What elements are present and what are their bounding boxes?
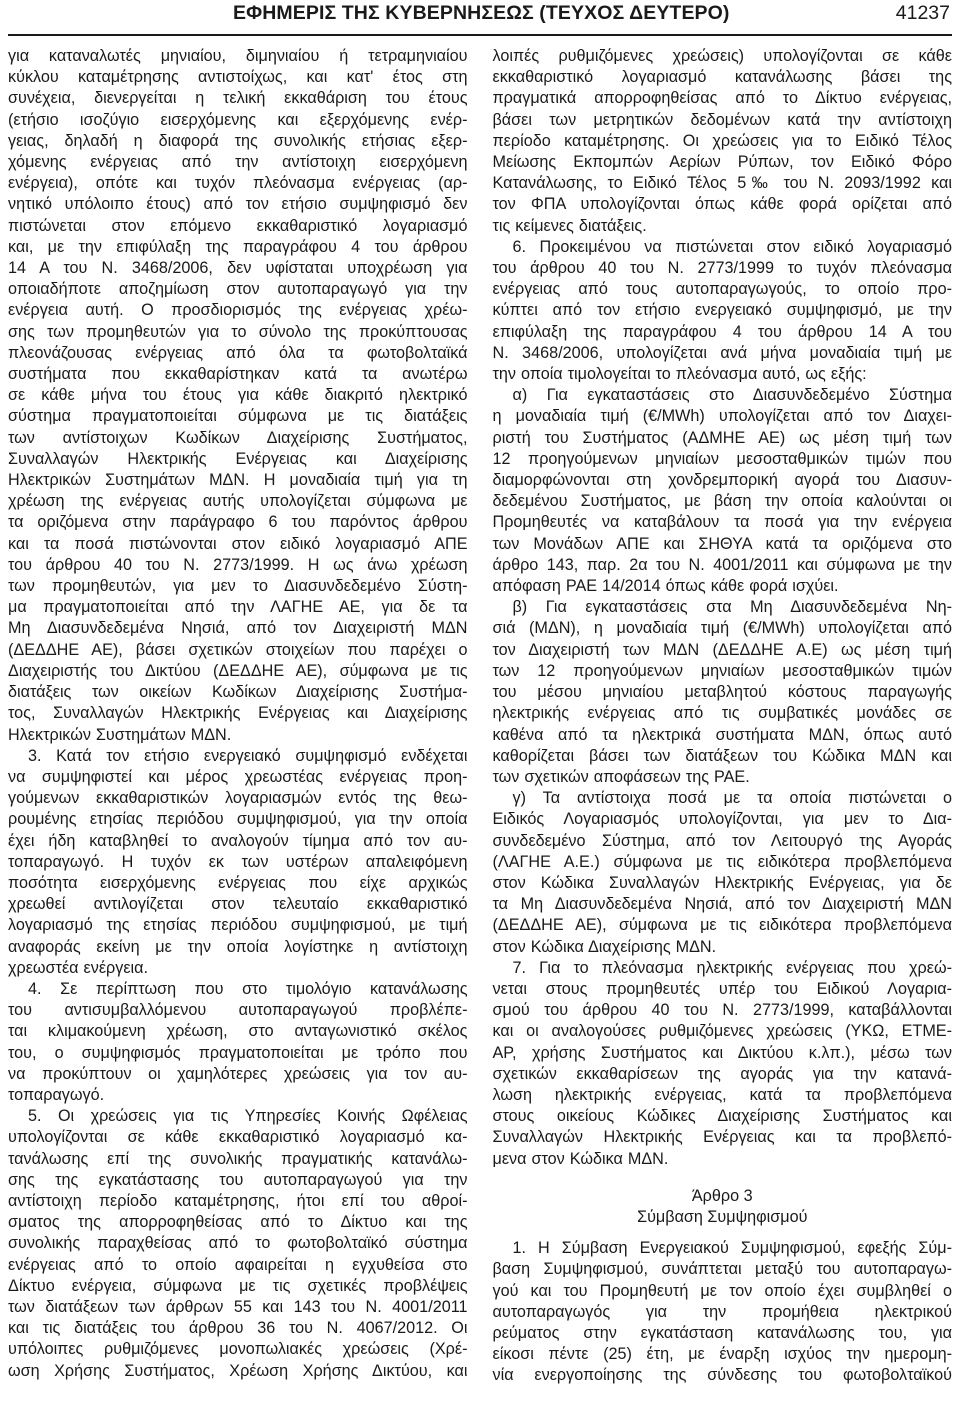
text-line: συνδεδεμένο Σύστημα, από τον Λειτουργό της Αγοράς [492, 831, 952, 850]
text-line: χρεωθεί αντιλογίζεται στον τελευταίο εκκαθαριστικό [8, 895, 468, 914]
text-line: εκκαθαριστικό λογαριασμό κατανάλωσης βάσει της [492, 68, 952, 87]
text-line: τον Διαχειριστή των ΜΔΝ (ΔΕΔΔΗΕ Α.Ε) ως μέση τιμή [492, 640, 952, 659]
article-subtitle: Σύμβαση Συμψηφισμού [637, 1207, 808, 1226]
paragraph-left-3 [8, 979, 468, 1106]
text-line: (ΛΑΓΗΕ Α.Ε.) σύμφωνα με τις ειδικότερα προβλεπόμενα [492, 852, 952, 871]
text-line: γ) Τα αντίστοιχα ποσά με τα οποία πιστώνεται ο [512, 789, 952, 808]
text-line: αναφοράς εκείνη με την οποία λογίστηκε η αντίστοιχη [8, 937, 468, 956]
text-line: βάσει των μετρητικών δεδομένων κατά την αντίστοιχη [492, 110, 952, 129]
text-line: λοιπές ρυθμιζόμενες χρεώσεις) υπολογίζονται σε κάθε [492, 47, 952, 65]
text-line: τοπαραγωγό. [8, 1085, 105, 1104]
text-line: 12 προηγούμενων μηνιαίων μεσοσταθμικών τιμών που [492, 449, 952, 468]
text-line: Συναλλαγών Ηλεκτρικής Ενέργειας και τα προβλεπό- [492, 1128, 952, 1147]
text-line: β) Για εγκαταστάσεις στα Μη Διασυνδεδεμένα Νη- [512, 598, 952, 617]
text-line: 1. Η Σύμβαση Ενεργειακού Συμψηφισμού, εφεξής Σύμ- [512, 1239, 952, 1258]
text-line: Ν. 3468/2006, υπολογίζεται ανά μήνα μοναδιαία τιμή με [492, 343, 952, 362]
page-number: 41237 [895, 2, 950, 24]
text-line: του αντισυμβαλλόμενου αυτοπαραγωγού προβλέπε- [8, 1001, 468, 1020]
text-line: κύπτει από τον ετήσιο ενεργειακό συμψηφισμό, με την [492, 301, 952, 320]
text-line: κύκλου καταμέτρησης αντιστοίχως, και κατ' έτος στη [8, 68, 468, 87]
text-line: σης της εγκατάστασης του αυτοπαραγωγού για την [8, 1170, 468, 1189]
text-line: και τις διατάξεις του άρθρου 36 του Ν. 4067/2012. Οι [8, 1319, 468, 1338]
text-line: υπόλοιπες ρυθμιζόμενες μονοπωλιακές χρεώσεις (Χρέ- [8, 1340, 468, 1359]
text-line: βαση Συμψηφισμού, συνάπτεται μεταξύ του αυτοπαραγω- [492, 1260, 952, 1279]
section-spacer [493, 1170, 953, 1178]
text-line: να προκύπτουν οι χαμηλότερες χρεώσεις για τον αυ- [8, 1064, 468, 1083]
text-line: έχει ήδη καταβληθεί το αναλογούν τίμημα από τον αυ- [8, 831, 468, 850]
text-line: σης των προμηθευτών για το σύνολο της προκύπτουσας [8, 322, 468, 341]
text-line: (ΔΕΔΔΗΕ ΑΕ), σύμφωνα με τις ειδικότερα προβλεπόμενα [492, 916, 952, 935]
text-line: Μείωσης Εκπομπών Αερίων Ρύπων, τον Ειδικό Φόρο [492, 153, 952, 172]
text-line: σιά (ΜΔΝ), η μοναδιαία τιμή (€/MWh) υπολογίζεται από [492, 619, 952, 638]
text-line: ενέργειας από τους αυτοπαραγωγούς, το οποίο προ- [492, 280, 952, 299]
text-line: τοπαραγωγό. Η τυχόν εκ των υστέρων απαλειφόμενη [8, 852, 468, 871]
text-columns [8, 46, 952, 1387]
text-line: ωση Χρήσης Συστήματος, Χρέωση Χρήσης Δικτύου, και [8, 1361, 468, 1380]
text-line: καθένα από τα ηλεκτρικά συστήματα ΜΔΝ, όπως αυτό [492, 725, 952, 744]
text-line: ρουμένης ετησίας περιόδου συμψηφισμού, για την οποία [8, 810, 468, 829]
text-line: χόμενης ενέργειας από την αντίστοιχη εισερχόμενη [8, 153, 468, 172]
text-line: τα οριζόμενα στην παράγραφο 6 του παρόντος άρθρου [8, 513, 468, 532]
text-line: μενα στον Κώδικα ΜΔΝ. [492, 1149, 669, 1168]
text-line: σύστημα πραγματοποιείται σύμφωνα με τις διατάξεις [8, 407, 468, 426]
text-line: πλεονάζουσας ενέργειας από όλα τα φωτοβολταϊκά [8, 343, 468, 362]
text-line: 7. Για το πλεόνασμα ηλεκτρικής ενέργειας που χρεώ- [512, 958, 952, 977]
text-line: σμού του άρθρου 40 του Ν. 2773/1999, καταβάλλονται [492, 1001, 952, 1020]
text-line: λογαριασμό της ετησίας περιόδου συμψηφισμού, με τιμή [8, 916, 468, 935]
gazette-title: ΕΦΗΜΕΡΙΣ ΤΗΣ ΚΥΒΕΡΝΗΣΕΩΣ (ΤΕΥΧΟΣ ΔΕΥΤΕΡΟ) [233, 2, 730, 24]
text-line: τα Μη Διασυνδεδεμένα Νησιά, από τον Διαχειριστή ΜΔΝ [492, 895, 952, 914]
text-line: πραγματικά απορροφηθείσας από το Δίκτυο ενέργειας, [492, 89, 952, 108]
text-line: να συμψηφιστεί και μέρος χρεωστέας ενέργειας προη- [8, 767, 468, 786]
text-line: (ΔΕΔΔΗΕ ΑΕ), βάσει σχετικών στοιχείων που παρέχει ο [8, 640, 468, 659]
left-column [8, 46, 468, 1387]
text-line: α) Για εγκαταστάσεις στο Διασυνδεδεμένο Σύστημα [512, 386, 952, 405]
text-line: στον Κώδικα Συναλλαγών Ηλεκτρικής Ενέργειας, για δε [492, 873, 952, 892]
text-line: χρέωση της ενέργειας αυτής υπολογίζεται σύμφωνα με [8, 492, 468, 511]
paragraph-left-2 [8, 746, 468, 979]
text-line: του άρθρου 40 του Ν. 2773/1999 το τυχόν πλεόνασμα [492, 259, 952, 278]
text-line: ποσότητα εισερχόμενης ενέργειας που είχε αρχικώς [8, 873, 468, 892]
text-line: Μη Διασυνδεδεμένα Νησιά, από τον Διαχειριστή ΜΔΝ [8, 619, 468, 638]
text-line: τος, Συναλλαγών Ηλεκτρικής Ενέργειας και Διαχείρισης [8, 704, 468, 723]
paragraph-right-7 [493, 1238, 953, 1386]
text-line: συστήματα που εκκαθαρίστηκαν κατά τα ανωτέρω [8, 365, 468, 384]
text-line: σε κάθε μήνα του έτους για κάθε διακριτό ηλεκτρικό [8, 386, 468, 405]
text-line: των προμηθευτών, για μεν το Διασυνδεδεμένο Σύστη- [8, 577, 468, 596]
text-line: διαμορφώνονται στη χονδρεμπορική αγορά του Διασυν- [492, 471, 952, 490]
text-line: λωση ηλεκτρικής ενέργειας, κατά τα προβλεπόμενα [492, 1085, 952, 1104]
paragraph-left-4 [8, 1106, 468, 1382]
text-line: 6. Προκειμένου να πιστώνεται στον ειδικό λογαριασμό [512, 237, 952, 256]
text-line: (ετήσιο ισοζύγιο εισερχόμενης και εξερχόμενης ενέρ- [8, 110, 468, 129]
text-line: τον ΦΠΑ υπολογίζονται όπως κάθε φορά ορίζεται από [492, 195, 952, 214]
text-line: στους οικείους Κώδικες Διαχείρισης Συστήματος και [492, 1107, 952, 1126]
text-line: για καταναλωτές μηνιαίου, διμηνιαίου ή τετραμηνιαίου [8, 47, 468, 65]
paragraph-right-5 [493, 788, 953, 958]
text-line: 4. Σε περίπτωση που στο τιμολόγιο κατανάλωσης [28, 979, 468, 998]
text-line: οποιαδήποτε αποζημίωση στον αυτοπαραγωγό για την [8, 280, 468, 299]
text-line: Προμηθευτές να καταβάλουν τα ποσά για την ενέργεια [492, 513, 952, 532]
text-line: διατάξεις των οικείων Κωδίκων Διαχείρισης Συστήμα- [8, 683, 468, 702]
text-line: ηλεκτρικής ενέργειας από τις συμβατικές μονάδες σε [492, 704, 952, 723]
text-line: ριστή του Συστήματος (ΑΔΜΗΕ ΑΕ) ως μέση τιμή των [492, 428, 952, 447]
text-line: καθορίζεται βάσει των διατάξεων του Κώδικα ΜΔΝ και [492, 746, 952, 765]
text-line: είκοσι πέντε (25) έτη, με έναρξη ισχύος την ημερομη- [492, 1345, 952, 1364]
paragraph-right-2 [493, 237, 953, 385]
text-line: άρθρο 143, παρ. 2α του Ν. 4001/2011 και σύμφωνα με την [492, 555, 952, 574]
text-line: και οι αναλογούσες ρυθμιζόμενες χρεώσεις (ΥΚΩ, ΕΤΜΕ- [492, 1022, 952, 1041]
right-column [493, 46, 953, 1387]
paragraph-right-3 [493, 385, 953, 597]
text-line: γειας, δηλαδή η διαφορά της συνολικής ετήσιας εξερ- [8, 131, 468, 150]
text-line: του, ο συμψηφισμός πραγματοποιείται με τρόπο που [8, 1043, 468, 1062]
text-line: γού και του Προμηθευτή με τον οποίο έχει συμβληθεί ο [492, 1281, 952, 1300]
text-line: υπολογίζονται σε κάθε εκκαθαριστικό λογαριασμό κα- [8, 1128, 468, 1147]
text-line: 14 Α του Ν. 3468/2006, δεν υφίσταται υποχρέωση για [8, 259, 468, 278]
text-line: Ειδικός Λογαριασμός υπολογίζονται, για μεν το Δια- [492, 810, 952, 829]
text-line: πιστώνεται στον επόμενο εκκαθαριστικό λογαριασμό [8, 216, 468, 235]
text-line: νητικό υπόλοιπο έτους) από τον ετήσιο συμψηφισμό δεν [8, 195, 468, 214]
text-line: συνέχεια, διενεργείται η τελική εκκαθάριση του έτους [8, 89, 468, 108]
text-line: των Μονάδων ΑΠΕ και ΣΗΘΥΑ κατά τα οριζόμενα στο [492, 534, 952, 553]
paragraph-right-1 [493, 46, 953, 237]
text-line: επιφύλαξη της παραγράφου 4 του άρθρου 14 Α του [492, 322, 952, 341]
text-line: νία ενεργοποίησης της σύνδεσης του φωτοβολταϊκού [492, 1366, 952, 1385]
text-line: Κατανάλωσης, το Ειδικό Τέλος 5‰ του Ν. 2093/1992 και [492, 174, 952, 193]
text-line: Δίκτυο ενέργεια, σύμφωνα με τις σχετικές προβλέψεις [8, 1276, 468, 1295]
text-line: Συναλλαγών Ηλεκτρικής Ενέργειας και Διαχείρισης [8, 449, 468, 468]
text-line: των 12 προηγούμενων μηνιαίων μεσοσταθμικών τιμών [492, 661, 952, 680]
text-line: των διατάξεων των άρθρων 55 και 143 του Ν. 4001/2011 [8, 1297, 468, 1316]
text-line: την οποία τιμολογείται το πλεόνασμα αυτό, ως εξής: [492, 365, 867, 384]
text-line: γούμενων εκκαθαριστικών λογαριασμών εντός της θεω- [8, 789, 468, 808]
paragraph-right-4 [493, 597, 953, 788]
page-header [8, 0, 952, 36]
text-line: ενέργεια αυτή. Ο προσδιορισμός της ενέργειας χρέω- [8, 301, 468, 320]
text-line: ρεύματος στην εγκατάσταση κατανάλωσης του, για [492, 1323, 952, 1342]
text-line: ται κλιμακούμενη χρέωση, στο ανταγωνιστικό σκέλος [8, 1022, 468, 1041]
text-line: περίοδο καταμέτρησης. Οι χρεώσεις για το Ειδικό Τέλος [492, 131, 952, 150]
text-line: 5. Οι χρεώσεις για τις Υπηρεσίες Κοινής Ωφέλειας [28, 1107, 468, 1126]
text-line: δεδεμένου Συστήματος, με βάση την οποία καλούνται οι [492, 492, 952, 511]
paragraph-left-1 [8, 46, 468, 746]
text-line: τις κείμενες διατάξεις. [492, 216, 647, 235]
text-line: του άρθρου 40 του Ν. 2773/1999. Η ως άνω χρέωση [8, 555, 468, 574]
text-line: των σχετικών αποφάσεων της ΡΑΕ. [492, 767, 750, 786]
text-line: του μέσου μηνιαίου μεταβλητού κόστους παραγωγής [492, 683, 952, 702]
text-line: 3. Κατά τον ετήσιο ενεργειακό συμψηφισμό ενδέχεται [28, 746, 468, 765]
text-line: αντίστοιχη περίοδο καταμέτρησης, ήτοι επί του αθροί- [8, 1191, 468, 1210]
article-heading: Άρθρο 3 [691, 1186, 753, 1205]
text-line: σματος της απορροφηθείσας από το Δίκτυο και της [8, 1213, 468, 1232]
text-line: η μοναδιαία τιμή (€/MWh) υπολογίζεται από τον Διαχει- [492, 407, 952, 426]
text-line: των αντίστοιχων Κωδίκων Διαχείρισης Συστήματος, [8, 428, 468, 447]
text-line: Ηλεκτρικών Συστημάτων ΜΔΝ. [8, 725, 232, 744]
text-line: Διαχειριστής του Δικτύου (ΔΕΔΔΗΕ ΑΕ), σύμφωνα με τις [8, 661, 468, 680]
text-line: και τα ποσά πιστώνονται στον ειδικό λογαριασμό ΑΠΕ [8, 534, 468, 553]
text-line: χρεωστέα ενέργεια. [8, 958, 149, 977]
text-line: νεται στους προμηθευτές υπέρ του Ειδικού Λογαρια- [492, 979, 952, 998]
paragraph-right-6 [493, 958, 953, 1170]
text-line: ενέργειας από το οποίο αφαιρείται η εγχυθείσα στο [8, 1255, 468, 1274]
text-line: Ηλεκτρικών Συστημάτων ΜΔΝ. Η μοναδιαία τιμή για τη [8, 471, 468, 490]
text-line: στον Κώδικα Διαχείρισης ΜΔΝ. [492, 937, 717, 956]
text-line: σχετικών εκκαθαρίσεων της αγοράς για την κατανά- [492, 1064, 952, 1083]
text-line: μα πραγματοποιείται από την ΛΑΓΗΕ ΑΕ, για δε τα [8, 598, 468, 617]
text-line: ΑΡ, χρήσης Συστήματος και Δικτύου κ.λπ.), μέσω των [492, 1043, 952, 1062]
text-line: απόφαση ΡΑΕ 14/2014 όπως κάθε φορά ισχύει. [492, 577, 839, 596]
text-line: αυτοπαραγωγός για την προμήθεια ηλεκτρικού [492, 1302, 952, 1321]
text-line: τανάλωσης επί της συνολικής πραγματικής κατανάλω- [8, 1149, 468, 1168]
text-line: συνολικής παραχθείσας από το φωτοβολταϊκό σύστημα [8, 1234, 468, 1253]
text-line: και, με την επιφύλαξη της παραγράφου 4 του άρθρου [8, 237, 468, 256]
text-line: ενέργεια), οπότε και τυχόν πλεόνασμα ενέργειας (αρ- [8, 174, 468, 193]
